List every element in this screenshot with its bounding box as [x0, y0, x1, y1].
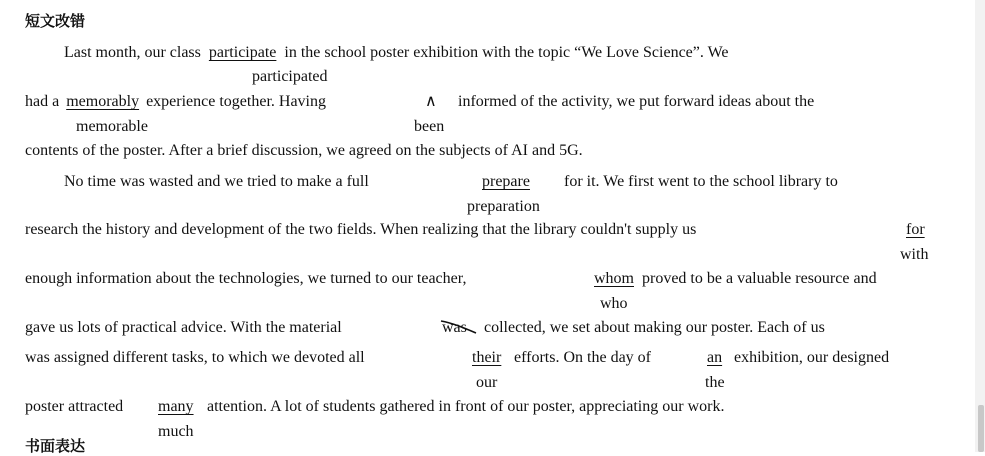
text-line-3: contents of the poster. After a brief discussion, we agreed on the subjects of AI and 5G. [25, 142, 583, 159]
error-word: whom [594, 270, 634, 287]
text-segment: experience together. Having [146, 93, 326, 110]
text-segment: attention. A lot of students gathered in front of our poster, appreciating our work. [207, 398, 725, 415]
correction-word: participated [252, 68, 328, 85]
text-segment: in the school poster exhibition with the topic “We Love Science”. We [284, 44, 729, 61]
text-line-9: poster attracted [25, 398, 124, 415]
error-word: for [906, 221, 925, 238]
correction-word: memorable [76, 118, 148, 135]
correction-word: been [414, 118, 445, 135]
text-line-4: No time was wasted and we tried to make a full [64, 173, 369, 190]
text-segment: efforts. On the day of [514, 349, 651, 366]
scrollbar-track[interactable] [975, 0, 985, 452]
section-title: 短文改错 [25, 12, 86, 30]
text-line-2 [25, 93, 326, 111]
text-segment: proved to be a valuable resource and [642, 270, 877, 287]
text-line-8: was assigned different tasks, to which we devoted all [25, 349, 365, 366]
text-segment: collected, we set about making our poster. Each of us [484, 319, 825, 336]
text-line-6: enough information about the technologies, we turned to our teacher, [25, 270, 467, 287]
correction-word: much [158, 423, 194, 440]
insert-caret: ∧ [425, 93, 437, 110]
text-segment: Last month, our class [64, 44, 201, 61]
error-word: participate [208, 44, 277, 61]
correction-word: who [600, 295, 628, 312]
deletion-mark-icon [440, 317, 480, 337]
text-segment: informed of the activity, we put forward ideas about the [458, 93, 815, 110]
deleted-word: was [442, 319, 467, 336]
error-word: their [472, 349, 502, 366]
error-word: prepare [482, 173, 530, 190]
correction-word: preparation [467, 198, 540, 215]
text-segment: exhibition, our designed [734, 349, 890, 366]
text-segment: had a [25, 93, 60, 110]
error-word: memorably [66, 93, 140, 110]
text-segment: for it. We first went to the school library to [564, 173, 838, 190]
correction-word: with [900, 246, 929, 263]
text-line-7: gave us lots of practical advice. With the material [25, 319, 342, 336]
scrollbar-thumb[interactable] [978, 405, 984, 452]
text-line-5: research the history and development of the two fields. When realizing that the library couldn't supply us [25, 221, 697, 238]
text-line-1 [64, 44, 729, 62]
error-word: many [158, 398, 194, 415]
correction-word: the [705, 374, 725, 391]
next-section-title: 书面表达 [25, 437, 86, 455]
error-word: an [707, 349, 723, 366]
correction-word: our [476, 374, 498, 391]
